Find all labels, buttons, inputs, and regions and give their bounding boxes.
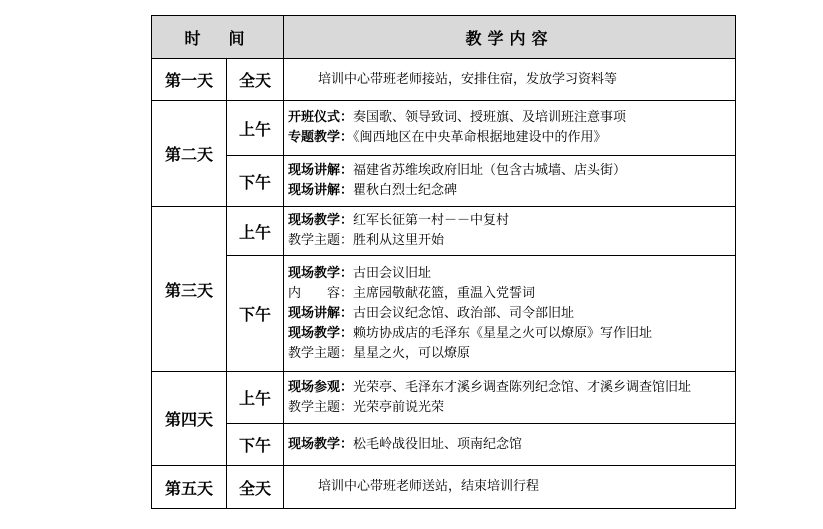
content-line: 开班仪式：奏国歌、领导致词、授班旗、及培训班注意事项 [288, 110, 627, 125]
day3-pm-row [152, 256, 736, 372]
day1-row [152, 59, 736, 101]
content-line: 教学主题：星星之火，可以燎原 [288, 345, 471, 361]
day4-pm-period: 下午 [227, 424, 284, 466]
day4-pm-row [152, 424, 736, 466]
day4-label: 第四天 [152, 372, 227, 466]
day2-pm-content [284, 156, 736, 207]
content-line: 现场教学：赖坊协成店的毛泽东《星星之火可以燎原》写作旧址 [288, 325, 653, 341]
content-line: 现场讲解：古田会议纪念馆、政治部、司令部旧址 [288, 305, 575, 321]
header-time: 时 间 [152, 16, 284, 59]
content-line: 现场参观：光荣亭、毛泽东才溪乡调查陈列纪念馆、才溪乡调查馆旧址 [288, 379, 692, 395]
day5-content: 培训中心带班老师送站，结束培训行程 [284, 466, 736, 509]
content-line: 现场讲解：福建省苏维埃政府旧址（包含古城墙、店头街） [288, 163, 627, 178]
day2-am-period: 上午 [227, 101, 284, 156]
day5-row [152, 466, 736, 509]
day2-am-content [284, 101, 736, 156]
day3-am-content [284, 207, 736, 256]
day2-label: 第二天 [152, 101, 227, 207]
day1-content: 培训中心带班老师接站，安排住宿，发放学习资料等 [284, 59, 736, 101]
content-line: 内 容：主席园敬献花篮，重温入党誓词 [288, 285, 536, 301]
training-schedule-table [151, 15, 736, 509]
content-line: 现场教学：古田会议旧址 [288, 265, 432, 281]
content-line: 专题教学：《闽西地区在中央革命根据地建设中的作用》 [288, 130, 607, 145]
day3-pm-content [284, 256, 736, 372]
day4-am-period: 上午 [227, 372, 284, 424]
content-line: 现场教学：松毛岭战役旧址、项南纪念馆 [288, 436, 523, 452]
day1-period: 全天 [227, 59, 284, 101]
day2-pm-row [152, 156, 736, 207]
header-row [152, 16, 736, 59]
content-line: 现场讲解：瞿秋白烈士纪念碑 [288, 183, 458, 198]
day5-period: 全天 [227, 466, 284, 509]
content-line: 教学主题：胜利从这里开始 [288, 233, 445, 248]
content-line: 现场教学：红军长征第一村－－中复村 [288, 213, 510, 228]
day3-pm-period: 下午 [227, 256, 284, 372]
day4-am-row [152, 372, 736, 424]
content-line: 教学主题：光荣亭前说光荣 [288, 399, 445, 415]
day3-am-row [152, 207, 736, 256]
day2-am-row [152, 101, 736, 156]
day5-label: 第五天 [152, 466, 227, 509]
day4-am-content [284, 372, 736, 424]
day3-label: 第三天 [152, 207, 227, 372]
day1-label: 第一天 [152, 59, 227, 101]
day2-pm-period: 下午 [227, 156, 284, 207]
day3-am-period: 上午 [227, 207, 284, 256]
header-content: 教学内容 [284, 16, 736, 59]
day4-pm-content [284, 424, 736, 466]
